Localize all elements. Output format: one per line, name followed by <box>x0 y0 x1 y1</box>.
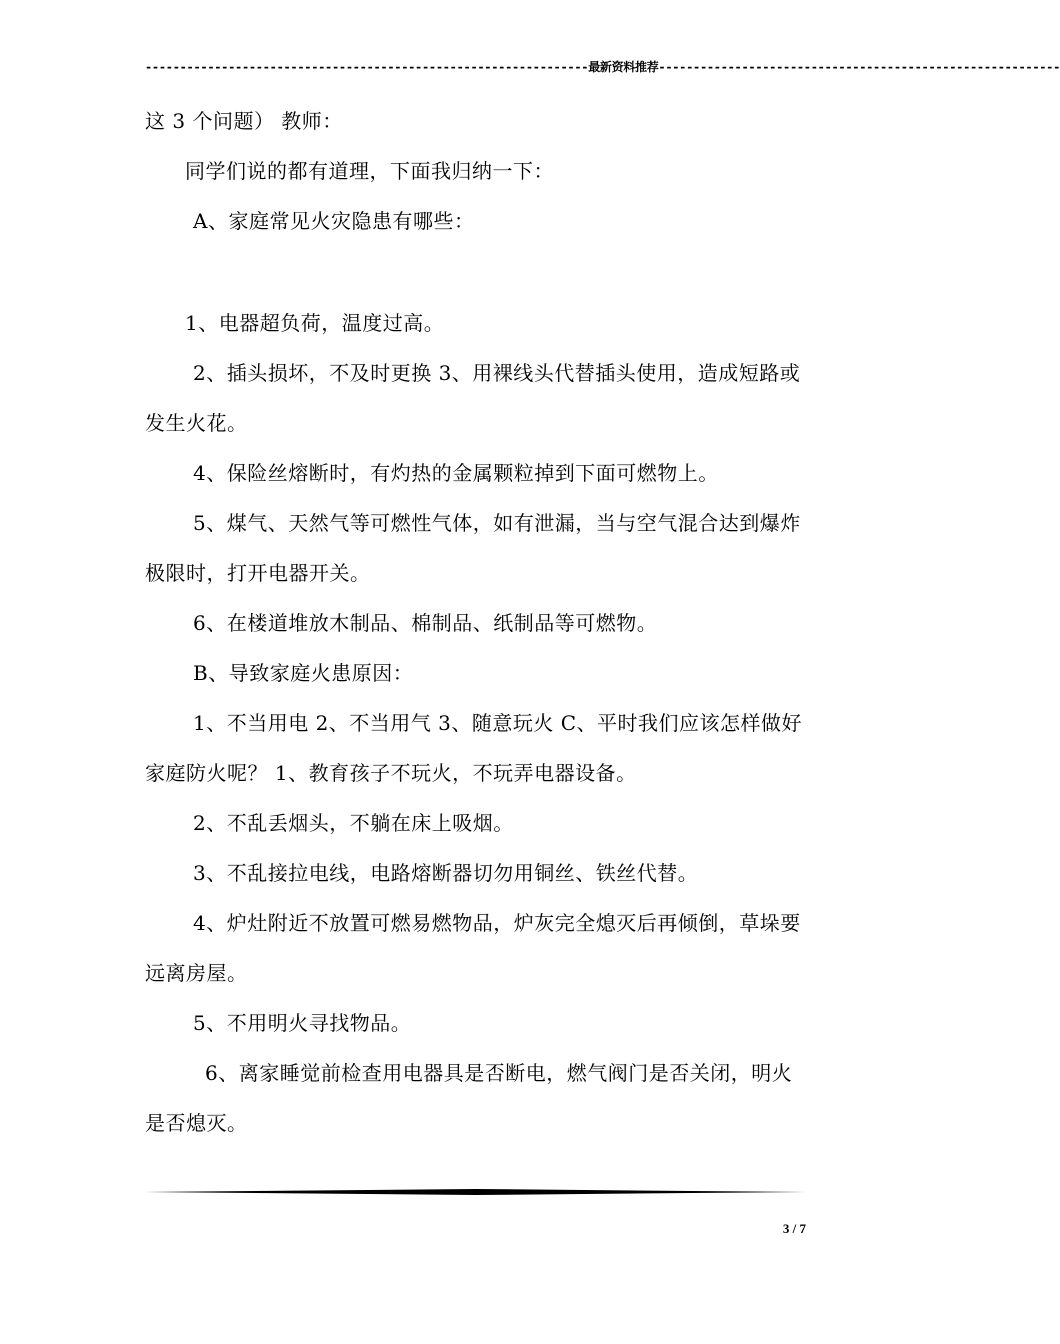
paragraph: 6、离家睡觉前检查用电器具是否断电，燃气阀门是否关闭，明火是否熄灭。 <box>145 1061 793 1135</box>
paragraph: 4、炉灶附近不放置可燃易燃物品，炉灰完全熄灭后再倾倒，草垛要远离房屋。 <box>145 911 801 985</box>
footer-rule <box>145 1189 806 1195</box>
paragraph: 5、煤气、天然气等可燃性气体，如有泄漏，当与空气混合达到爆炸极限时，打开电器开关。 <box>145 511 801 585</box>
header-dashes-right: ---------------------------------------------------------- <box>658 60 1060 74</box>
paragraph: 同学们说的都有道理，下面我归纳一下： <box>185 159 554 183</box>
header-dashes-left: ---------------------------------------------------------------- <box>145 60 589 74</box>
page-number: 3 / 7 <box>782 1221 806 1236</box>
paragraph: 这 3 个问题） 教师： <box>145 109 343 133</box>
paragraph: 3、不乱接拉电线，电路熔断器切勿用铜丝、铁丝代替。 <box>193 861 699 885</box>
paragraph: 2、插头损坏，不及时更换 3、用裸线头代替插头使用，造成短路或发生火花。 <box>145 361 801 435</box>
page-header <box>145 58 1060 75</box>
blank-gap <box>145 246 812 298</box>
paragraph: 1、电器超负荷，温度过高。 <box>185 311 445 335</box>
paragraph: A、家庭常见火灾隐患有哪些： <box>193 209 475 233</box>
paragraph: B、导致家庭火患原因： <box>193 661 414 685</box>
paragraph: 6、在楼道堆放木制品、棉制品、纸制品等可燃物。 <box>193 611 658 635</box>
paragraph: 2、不乱丢烟头，不躺在床上吸烟。 <box>193 811 514 835</box>
header-title: 最新资料推荐 <box>588 60 659 74</box>
paragraph: 1、不当用电 2、不当用气 3、随意玩火 C、平时我们应该怎样做好家庭防火呢？ 1、教育孩子不玩火，不玩弄电器设备。 <box>145 711 803 785</box>
paragraph: 4、保险丝熔断时，有灼热的金属颗粒掉到下面可燃物上。 <box>193 461 719 485</box>
paragraph: 5、不用明火寻找物品。 <box>193 1011 412 1035</box>
document-body <box>145 96 812 1148</box>
